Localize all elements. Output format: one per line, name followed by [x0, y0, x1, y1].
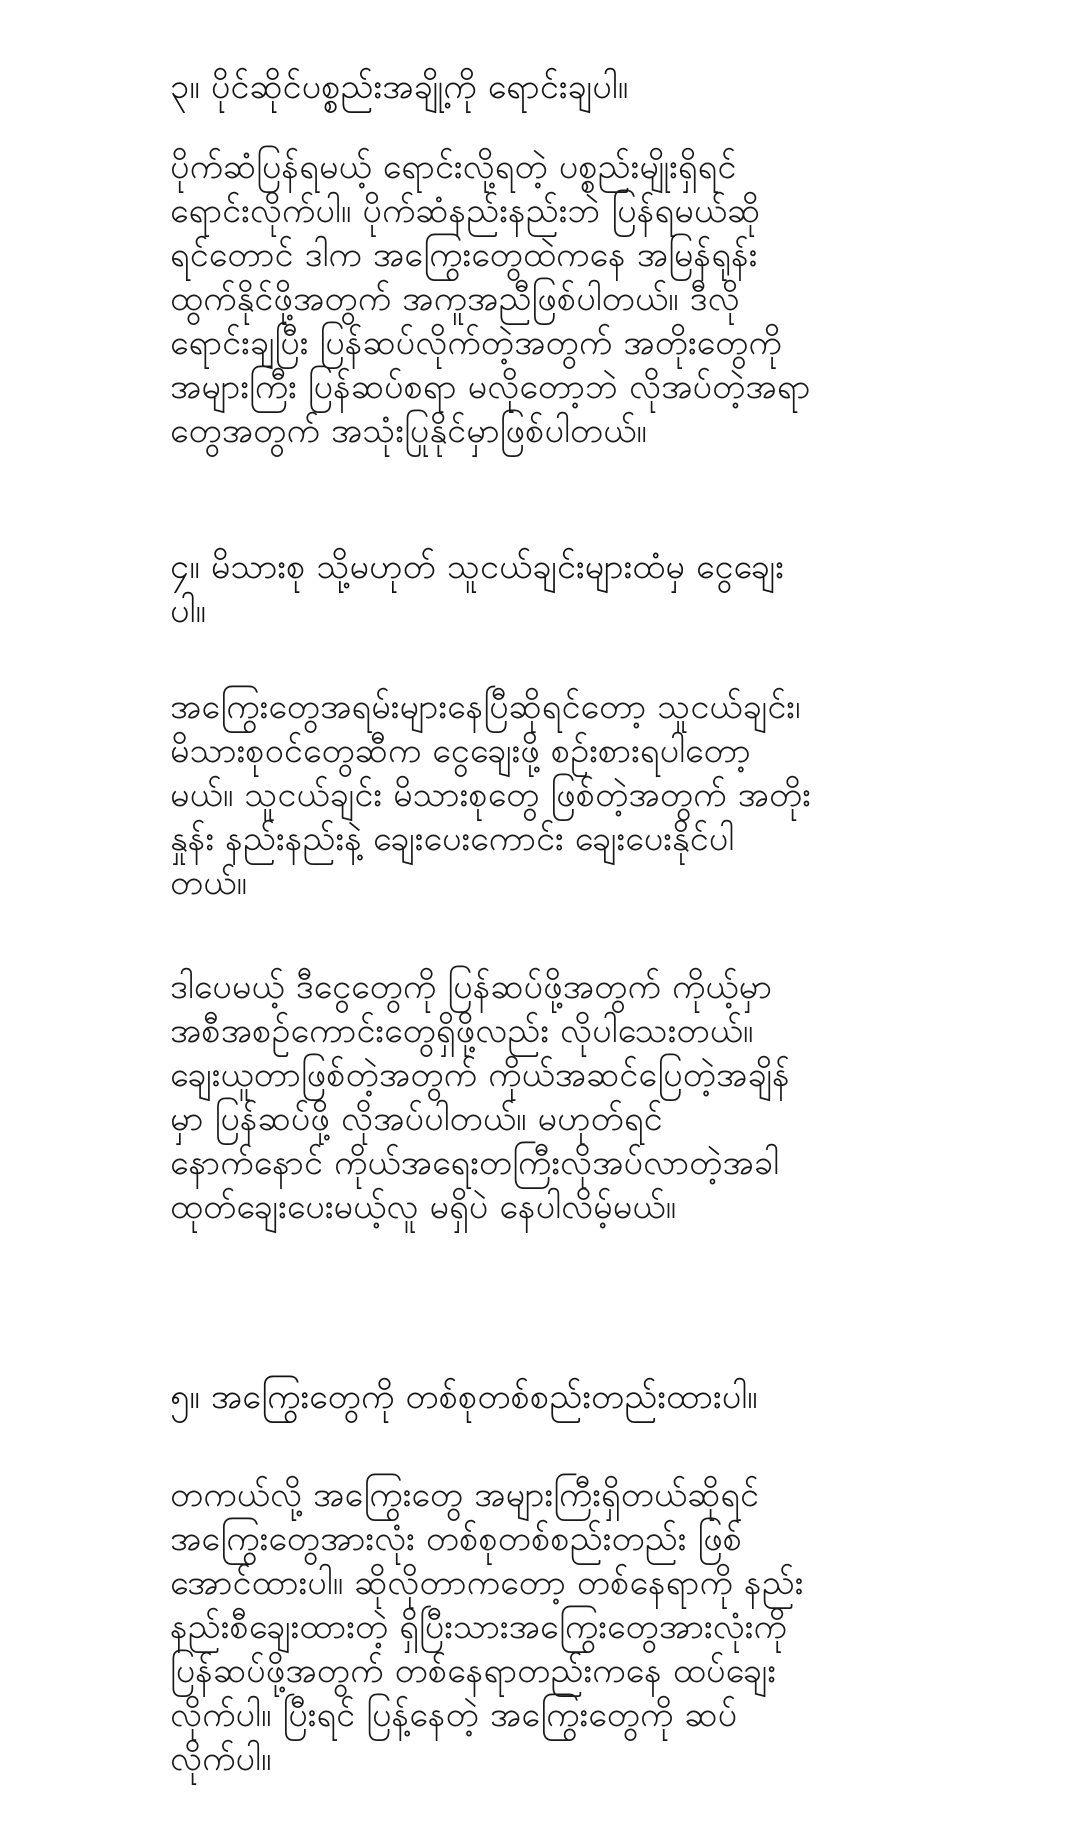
section-4-paragraph-1-line: အကြွေးတွေအရမ်းများနေပြီဆိုရင်တော့ သူငယ်ချင်း၊ — [170, 687, 801, 727]
section-4-paragraph-1-line: မယ်။ သူငယ်ချင်း မိသားစုတွေ ဖြစ်တဲ့အတွက် အတိုး — [170, 775, 811, 815]
section-5-paragraph-line: အောင်ထားပါ။ ဆိုလိုတာကတော့ တစ်နေရာကို နည်း — [170, 1563, 804, 1603]
section-4-paragraph-2-line: အစီအစဉ်ကောင်းတွေရှိဖို့လည်း လိုပါသေးတယ်။ — [170, 1011, 754, 1051]
section-4-paragraph-2-line: နောက်နောင် ကိုယ်အရေးတကြီးလိုအပ်လာတဲ့အခါ — [170, 1143, 780, 1183]
section-4-paragraph-1-line: တယ်။ — [170, 863, 248, 903]
section-4-paragraph-2-line: ဒါပေမယ့် ဒီငွေတွေကို ပြန်ဆပ်ဖို့အတွက် ကိုယ့်မှာ — [170, 967, 773, 1007]
section-4-paragraph-2-line: ချေးယူတာဖြစ်တဲ့အတွက် ကိုယ်အဆင်ပြေတဲ့အချိန် — [170, 1055, 790, 1095]
section-5-paragraph-line: အကြွေးတွေအားလုံး တစ်စုတစ်စည်းတည်း ဖြစ် — [170, 1519, 743, 1559]
section-4-heading: ပါ။ — [170, 591, 206, 631]
section-3-paragraph-line: ရင်တောင် ဒါက အကြွေးတွေထဲကနေ အမြန်ရုန်း — [170, 235, 758, 275]
section-3-paragraph-line: တွေအတွက် အသုံးပြုနိုင်မှာဖြစ်ပါတယ်။ — [170, 411, 647, 451]
section-4-heading: ၄။ မိသားစု သို့မဟုတ် သူငယ်ချင်းများထံမှ ငွေချေး — [170, 547, 784, 587]
section-5-paragraph-line: တကယ်လို့ အကြွေးတွေ အများကြီးရှိတယ်ဆိုရင် — [170, 1475, 760, 1515]
section-3-paragraph-line: ထွက်နိုင်ဖို့အတွက် အကူအညီဖြစ်ပါတယ်။ ဒီလို — [170, 279, 740, 319]
section-4-paragraph-2-line: မှာ ပြန်ဆပ်ဖို့ လိုအပ်ပါတယ်။ မဟုတ်ရင် — [170, 1099, 663, 1139]
section-3-paragraph-line: အများကြီး ပြန်ဆပ်စရာ မလိုတော့ဘဲ လိုအပ်တဲ့အရာ — [170, 367, 811, 407]
section-3-paragraph-line: ရောင်းလိုက်ပါ။ ပိုက်ဆံနည်းနည်းဘဲ ပြန်ရမယ်ဆို — [170, 191, 761, 231]
section-5-paragraph-line: နည်းစီချေးထားတဲ့ ရှိပြီးသားအကြွေးတွေအားလုံးကို — [170, 1607, 787, 1647]
section-5-paragraph-line: ပြန်ဆပ်ဖို့အတွက် တစ်နေရာတည်းကနေ ထပ်ချေး — [170, 1651, 777, 1691]
section-3-paragraph-line: ရောင်းချပြီး ပြန်ဆပ်လိုက်တဲ့အတွက် အတိုးတွေကို — [170, 323, 782, 363]
section-3-heading: ၃။ ပိုင်ဆိုင်ပစ္စည်းအချို့ကို ရောင်းချပါ။ — [170, 67, 629, 107]
section-5-paragraph-line: လိုက်ပါ။ ပြီးရင် ပြန့်နေတဲ့ အကြွေးတွေကို ဆပ် — [170, 1695, 738, 1735]
section-4-paragraph-1-line: နှုန်း နည်းနည်းနဲ့ ချေးပေးကောင်း ချေးပေးနိုင်ပါ — [170, 819, 735, 859]
section-5-paragraph-line: လိုက်ပါ။ — [170, 1739, 272, 1779]
section-5-heading: ၅။ အကြွေးတွေကို တစ်စုတစ်စည်းတည်းထားပါ။ — [170, 1377, 758, 1417]
section-4-paragraph-1-line: မိသားစုဝင်တွေဆီက ငွေချေးဖို့ စဉ်းစားရပါတော့ — [170, 731, 751, 771]
section-3-paragraph-line: ပိုက်ဆံပြန်ရမယ့် ရောင်းလို့ရတဲ့ ပစ္စည်းမျိုးရှိရင် — [170, 147, 737, 187]
section-4-paragraph-2-line: ထုတ်ချေးပေးမယ့်လူ မရှိပဲ နေပါလိမ့်မယ်။ — [170, 1187, 677, 1227]
